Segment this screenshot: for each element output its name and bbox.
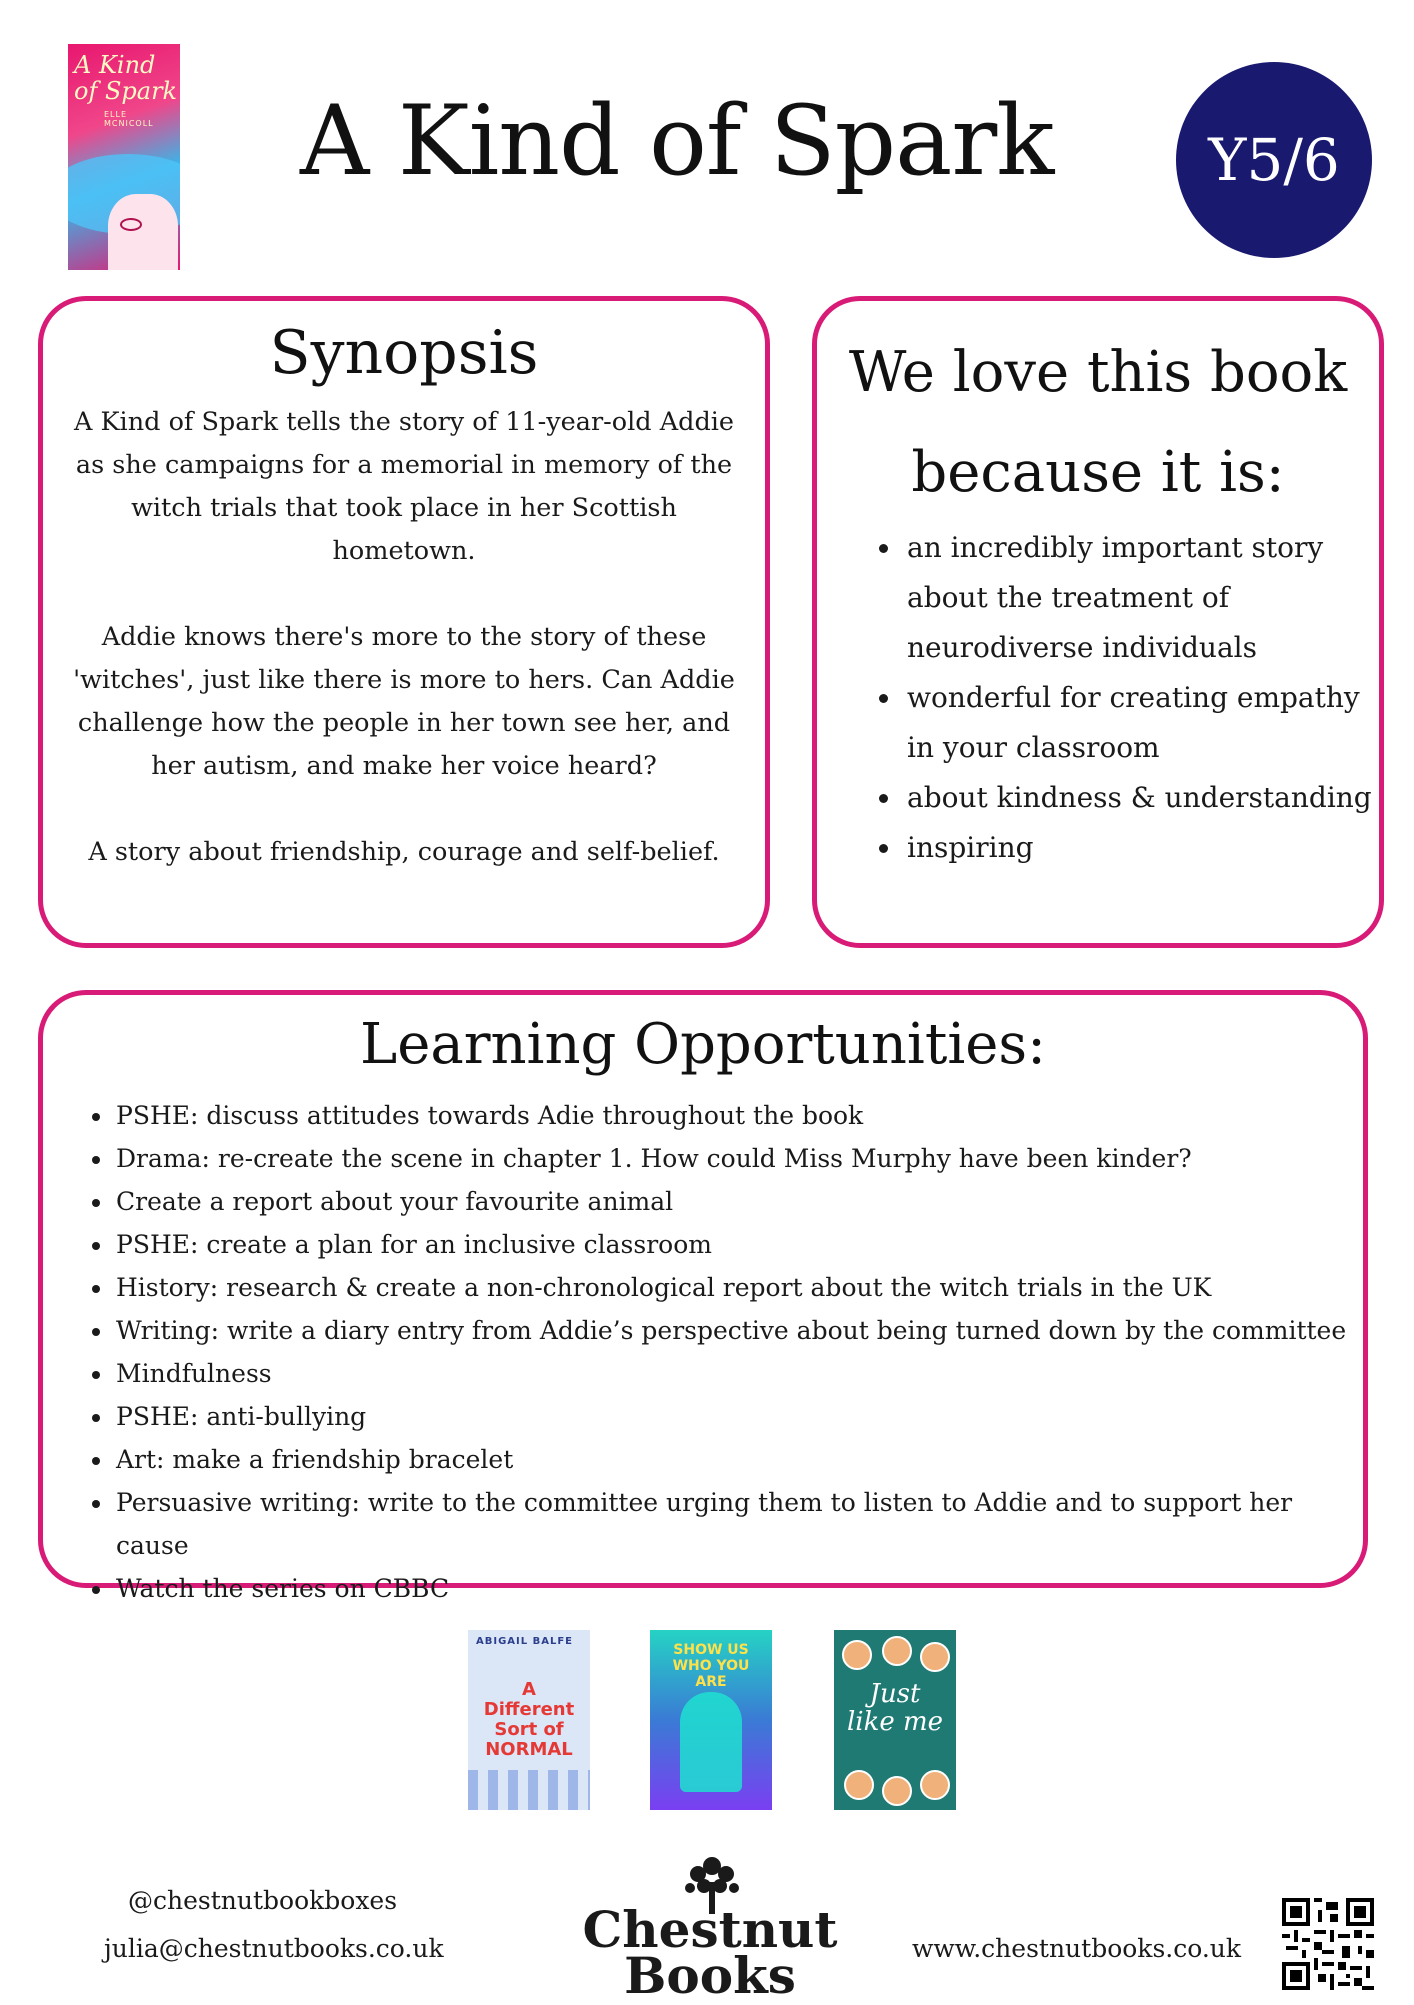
contact-email: julia@chestnutbooks.co.uk [104,1934,444,1963]
cover-face-illustration [108,194,178,270]
year-group-badge: Y5/6 [1176,62,1372,258]
list-item: • PSHE: create a plan for an inclusive classroom [114,1223,1364,1266]
cover-figure-illustration [680,1692,742,1792]
reasons-heading-line2: because it is: [911,440,1285,505]
synopsis-panel [38,296,770,948]
list-item: • about kindness & understanding [903,773,1393,823]
portrait-dot [844,1770,874,1800]
cover-author: ELLE MCNICOLL [104,110,154,128]
list-item: • wonderful for creating empathy in your classroom [903,673,1393,773]
list-item: • Mindfulness [114,1352,1364,1395]
portrait-dot [882,1776,912,1806]
list-item: • an incredibly important story about the treatment of neurodiverse individuals [903,523,1393,673]
cover-eye-illustration [120,218,142,231]
page-title: A Kind of Spark [300,85,1054,197]
website-url: www.chestnutbooks.co.uk [912,1934,1242,1963]
list-item: • PSHE: discuss attitudes towards Adie throughout the book [114,1094,1364,1137]
synopsis-paragraph: A Kind of Spark tells the story of 11-year-old Addie as she campaigns for a memorial in memory of the witch trials that took place in her Scottish hometown. [73,407,735,566]
reasons-heading [817,323,1379,523]
cover-title: A Kind of Spark [74,51,178,105]
learning-list [74,1094,1364,1610]
social-handle: @chestnutbookboxes [128,1886,398,1915]
book-cover-different-sort-of-normal [468,1630,590,1810]
list-item: • inspiring [903,823,1393,873]
cover-decoration [468,1770,590,1810]
logo-text-line1: Chestnut [582,1900,838,1959]
portrait-dot [920,1642,950,1672]
list-item: • Writing: write a diary entry from Addie’s perspective about being turned down by the committee [114,1309,1364,1352]
portrait-dot [842,1640,872,1670]
reasons-heading-line1: We love this book [848,340,1348,405]
list-item: • Watch the series on CBBC [114,1567,1364,1610]
logo-text-line2: Books [624,1946,796,2005]
list-item: • Art: make a friendship bracelet [114,1438,1364,1481]
qr-code-icon [1282,1898,1374,1990]
list-item: • Create a report about your favourite animal [114,1180,1364,1223]
book-cover-just-like-me [834,1630,956,1810]
book-title: A Different Sort of NORMAL [483,1679,575,1760]
synopsis-heading: Synopsis [269,318,539,388]
reasons-list [867,523,1393,873]
learning-heading: Learning Opportunities: [360,1012,1046,1077]
list-item: • Drama: re-create the scene in chapter 1. How could Miss Murphy have been kinder? [114,1137,1364,1180]
book-author: ABIGAIL BALFE [476,1636,573,1647]
portrait-dot [882,1636,912,1666]
reasons-panel [812,296,1384,948]
synopsis-paragraph: A story about friendship, courage and self-belief. [88,837,720,867]
book-title: SHOW US WHO YOU ARE [672,1642,750,1690]
synopsis-body [59,401,749,874]
list-item: • Persuasive writing: write to the committee urging them to listen to Addie and to support her cause [114,1481,1364,1567]
list-item: • PSHE: anti-bullying [114,1395,1364,1438]
book-cover-show-us-who-you-are [650,1630,772,1810]
portrait-dot [920,1770,950,1800]
synopsis-paragraph: Addie knows there's more to the story of these 'witches', just like there is more to hers. Can Addie challenge how the people in her town see her, and her autism, and make her voice heard? [73,622,735,781]
book-title: Just like me [846,1679,944,1737]
list-item: • History: research & create a non-chronological report about the witch trials in the UK [114,1266,1364,1309]
book-cover-a-kind-of-spark [68,44,180,270]
